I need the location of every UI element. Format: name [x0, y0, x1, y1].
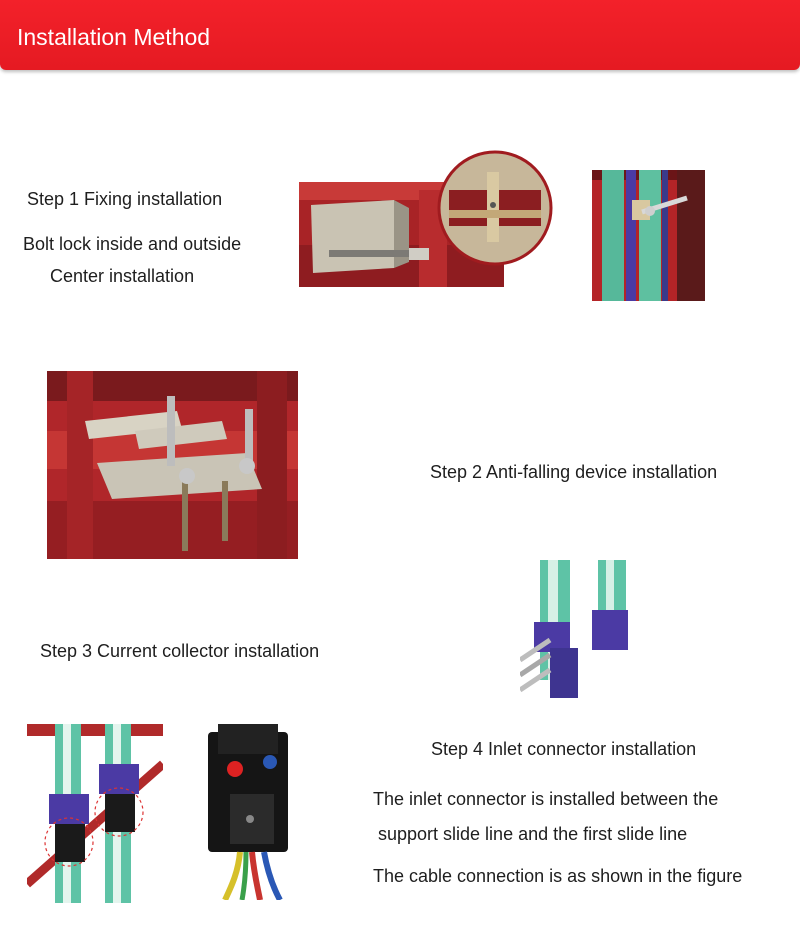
step3-title: Step 3 Current collector installation: [40, 641, 320, 661]
fixing-bracket-photo: [299, 150, 556, 287]
inlet-connector-cables-photo: [200, 724, 296, 900]
step1-title: Step 1 Fixing installation: [27, 189, 223, 209]
step4-line2: support slide line and the first slide line: [373, 824, 688, 844]
inlet-connector-rails-photo: [27, 724, 163, 903]
step1-line1: Bolt lock inside and outside: [23, 234, 242, 254]
current-collector-photo: [520, 560, 632, 718]
section-header: [0, 0, 800, 70]
step2-title: Step 2 Anti-falling device installation: [430, 462, 718, 482]
step4-title: Step 4 Inlet connector installation: [431, 739, 697, 759]
step4-line1: The inlet connector is installed between the: [373, 789, 719, 809]
step4-line3: The cable connection is as shown in the figure: [373, 866, 743, 886]
step1-line2: Center installation: [50, 266, 195, 286]
rail-bolt-photo: [592, 170, 705, 301]
anti-falling-device-photo: [47, 371, 298, 559]
section-title: Installation Method: [17, 24, 211, 50]
